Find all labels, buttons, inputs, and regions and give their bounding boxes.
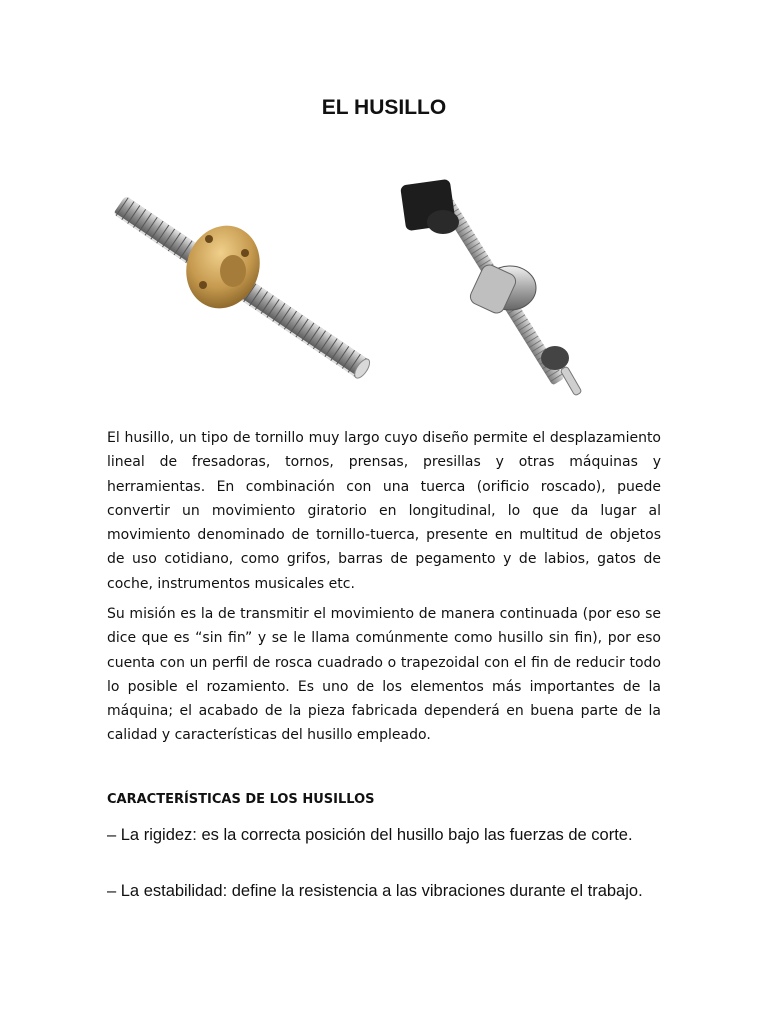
list-item: – La estabilidad: define la resistencia a las vibraciones durante el trabajo.: [107, 882, 643, 900]
mission-paragraph: Su misión es la de transmitir el movimiento de manera continuada (por eso se dice que es “sin fin” y se le llama comúnmente como husillo sin fin), por eso cuenta con un perfil de rosca cuadrado o trapezoidal con el fin de reducir todo lo posible el rozamiento. Es uno de los elementos más importantes de la máquina; el acabado de la pieza fabricada dependerá en buena parte de la calidad y características del husillo empleado.: [107, 606, 661, 744]
lead-screw-brass-nut-image: [105, 175, 380, 390]
intro-paragraph: El husillo, un tipo de tornillo muy largo cuyo diseño permite el desplazamiento lineal de fresadoras, tornos, prensas, presillas y otras máquinas y herramientas. En combinación con una tuerca (orificio roscado), puede convertir un movimiento giratorio en longitudinal, lo que da lugar al movimiento denominado de tornillo-tuerca, presente en multitud de objetos de uso cotidiano, como grifos, barras de pegamento y de labios, gatos de coche, instrumentos musicales etc.: [107, 430, 661, 592]
section-heading: CARACTERÍSTICAS DE LOS HUSILLOS: [107, 792, 375, 807]
list-item: – La rigidez: es la correcta posición del husillo bajo las fuerzas de corte.: [107, 826, 633, 844]
page-title: EL HUSILLO: [321, 96, 447, 119]
ball-screw-image: [395, 170, 600, 405]
